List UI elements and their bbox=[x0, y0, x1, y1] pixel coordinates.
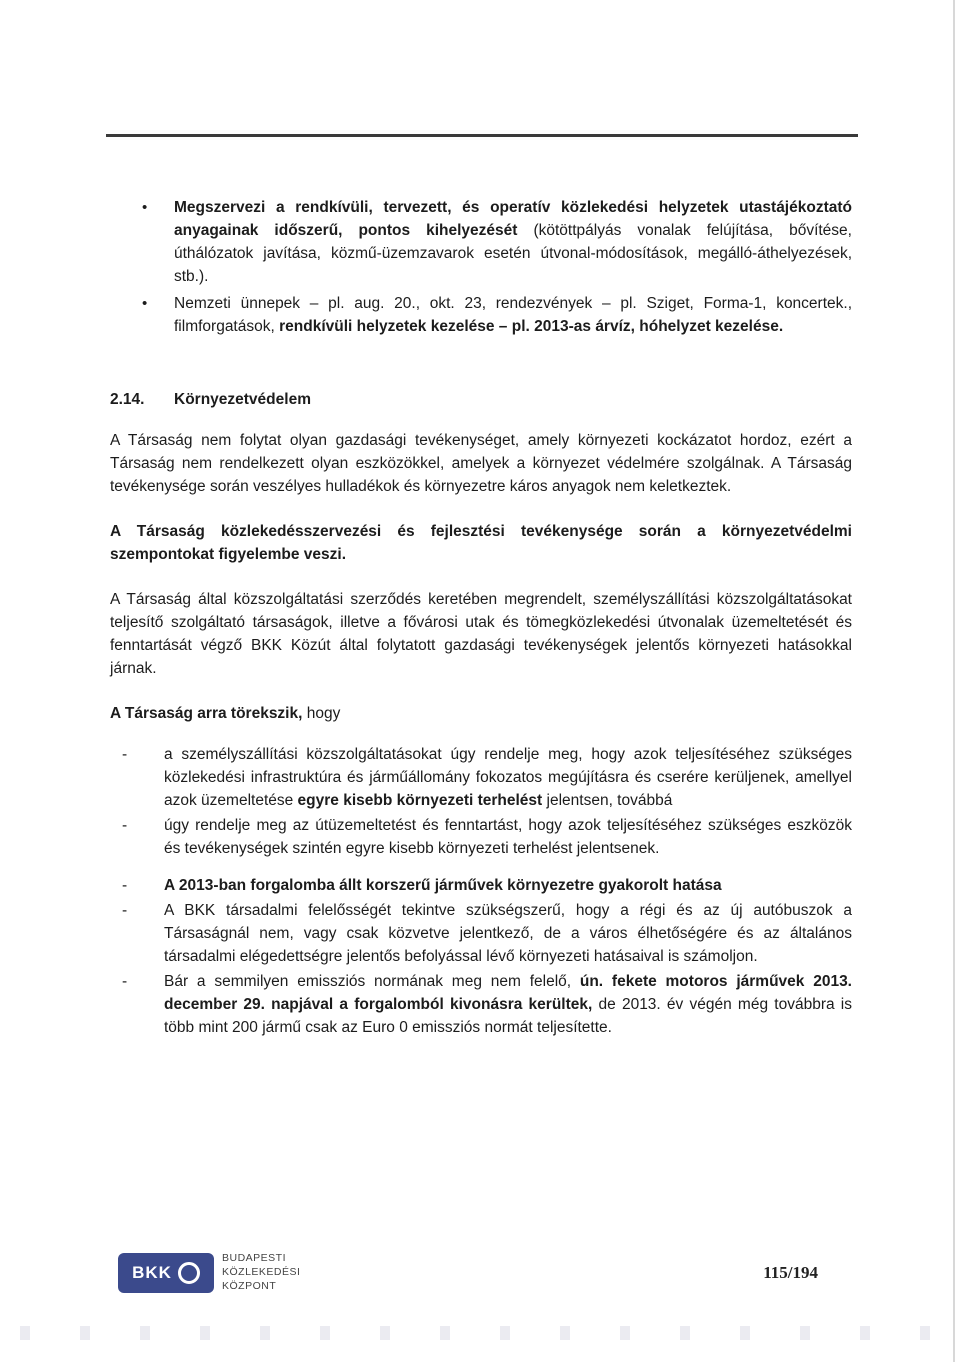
dash-item-2 bbox=[110, 814, 852, 860]
dash-item-4 bbox=[110, 899, 852, 968]
section-heading bbox=[110, 388, 852, 411]
bullet-item-2 bbox=[110, 292, 852, 338]
dash-item-5-bold: ún. fekete motoros járművek 2013. december 29. napjával a forgalomból kivonásra kerültek, bbox=[164, 973, 852, 1013]
section-number: 2.14. bbox=[110, 391, 145, 408]
dash-item-4-text: A BKK társadalmi felelősségét tekintve szükségszerű, hogy a régi és az új autóbuszok a Társaságnál nem, vagy csak közvetve jelentkező, de a város élhetőségére és az általános társadalmi elégedettségre jelentős befolyással lévő környezeti hatásaival is számoljon. bbox=[164, 902, 852, 965]
logo-line-2: KÖZLEKEDÉSI bbox=[222, 1266, 301, 1278]
paragraph-4-text: hogy bbox=[302, 705, 341, 722]
dash-item-2-text: úgy rendelje meg az útüzemeltetést és fenntartást, hogy azok teljesítéséhez szükséges eszközök és tevékenységek szintén egyre kisebb környezeti terhelést jelentsenek. bbox=[164, 817, 852, 857]
bullet-1-bold: Megszervezi a rendkívüli, tervezett, és operatív közlekedési helyzetek utastájékoztató anyagainak időszerű, pontos kihelyezését bbox=[174, 199, 852, 239]
bullet-2-bold: rendkívüli helyzetek kezelése – pl. 2013-as árvíz, hóhelyzet kezelése. bbox=[279, 318, 784, 335]
logo-line-1: BUDAPESTI bbox=[222, 1252, 287, 1264]
dash-item-3 bbox=[110, 874, 852, 897]
logo-circle-icon bbox=[178, 1262, 200, 1284]
document-body bbox=[110, 196, 852, 1041]
dash-item-1-bold: egyre kisebb környezeti terhelést bbox=[297, 792, 543, 809]
dash-item-1-tail: jelentsen, továbbá bbox=[542, 792, 673, 809]
paragraph-1: A Társaság nem folytat olyan gazdasági tevékenységet, amely környezeti kockázatot hordoz, ezért a Társaság nem rendelkezett olyan eszközökkel, amelyek a környezet védelmére szolgálnak. A Társaság tevékenysége során veszélyes hulladékok és környezetre káros anyagok nem keletkeztek. bbox=[110, 432, 852, 495]
bullet-2-text: Nemzeti ünnepek – pl. aug. 20., okt. 23, rendezvények – pl. Sziget, Forma-1, koncertek., filmforgatások, bbox=[174, 295, 852, 335]
page-number: 115/194 bbox=[763, 1263, 818, 1282]
dash-list-1 bbox=[110, 743, 852, 860]
bkk-logo bbox=[118, 1253, 214, 1293]
bullet-list bbox=[110, 196, 852, 338]
paragraph-3: A Társaság által közszolgáltatási szerződés keretében megrendelt, személyszállítási közszolgáltatásokat teljesítő szolgáltató társaságok, illetve a fővárosi utak és tömegközlekedési útvonalak üzemeltetését és fenntartását végző BKK Közút által folytatott gazdasági tevékenységek jelentős környezeti hatásokkal járnak. bbox=[110, 591, 852, 677]
dash-item-5-text: Bár a semmilyen emissziós normának meg nem felelő, bbox=[164, 973, 580, 990]
page-footer bbox=[118, 1247, 818, 1303]
scan-edge-line bbox=[953, 0, 955, 1362]
logo-wordmark bbox=[222, 1251, 300, 1293]
scan-noise-strip bbox=[0, 1326, 960, 1340]
dash-item-1-text: a személyszállítási közszolgáltatásokat úgy rendelje meg, hogy azok teljesítéséhez szükséges közlekedési infrastruktúra és járműállomány fokozatos megújításra és cserére kerüljenek, amellyel azok üzemeltetése bbox=[164, 746, 852, 809]
top-horizontal-rule bbox=[106, 134, 858, 137]
logo-label: BKK bbox=[132, 1263, 172, 1282]
paragraph-4 bbox=[110, 702, 852, 725]
logo-line-3: KÖZPONT bbox=[222, 1280, 277, 1292]
dash-item-5 bbox=[110, 970, 852, 1039]
dash-list-2 bbox=[110, 874, 852, 1039]
dash-item-1 bbox=[110, 743, 852, 812]
dash-item-5-tail: de 2013. év végén még továbbra is több mint 200 jármű csak az Euro 0 emissziós normát teljesítette. bbox=[164, 996, 852, 1036]
bullet-1-text: (kötöttpályás vonalak felújítása, bővítése, úthálózatok javítása, közmű-üzemzavarok esetén útvonal-módosítások, megálló-áthelyezések, stb.). bbox=[174, 222, 852, 285]
paragraph-4-bold: A Társaság arra törekszik, bbox=[110, 705, 303, 722]
bullet-item-1 bbox=[110, 196, 852, 288]
section-title: Környezetvédelem bbox=[174, 391, 311, 408]
dash-item-3-bold: A 2013-ban forgalomba állt korszerű járművek környezetre gyakorolt hatása bbox=[164, 877, 722, 894]
paragraph-2: A Társaság közlekedésszervezési és fejlesztési tevékenysége során a környezetvédelmi szempontokat figyelembe veszi. bbox=[110, 523, 852, 563]
